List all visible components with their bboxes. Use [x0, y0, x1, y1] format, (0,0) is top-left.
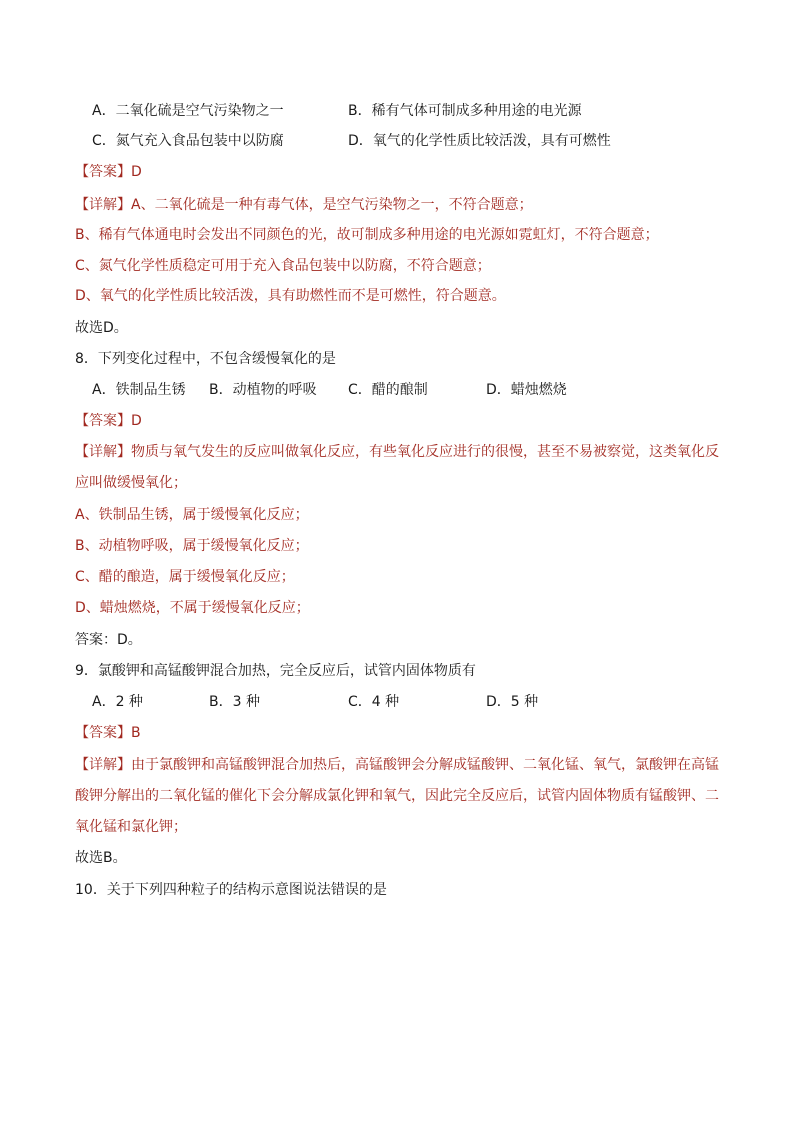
detail-line: 酸钾分解出的二氧化锰的催化下会分解成氯化钾和氧气，因此完全反应后，试管内固体物质有锰酸钾、二	[75, 788, 719, 804]
detail-line: 应叫做缓慢氧化；	[75, 475, 187, 491]
detail-line: D、氧气的化学性质比较活泼，具有助燃性而不是可燃性，符合题意。	[75, 288, 506, 304]
detail-tag: 【详解】	[75, 757, 131, 773]
q9-stem: 9．氯酸钾和高锰酸钾混合加热，完全反应后，试管内固体物质有	[75, 663, 476, 679]
detail-line: B、稀有气体通电时会发出不同颜色的光，故可制成多种用途的电光源如霓虹灯，不符合题意；	[75, 227, 659, 243]
detail-line: D、蜡烛燃烧，不属于缓慢氧化反应；	[75, 600, 310, 616]
q9-option-b: B．3 种	[209, 694, 260, 710]
q8-answer	[75, 411, 142, 431]
detail-tag: 【详解】	[75, 444, 131, 460]
q9-option-c: C．4 种	[348, 694, 400, 710]
q7-conclusion: 故选D。	[75, 320, 128, 336]
detail-line: A、铁制品生锈，属于缓慢氧化反应；	[75, 507, 309, 523]
q8-detail	[75, 442, 719, 462]
answer-tag: 【答案】	[75, 413, 131, 429]
q7-option-d: D．氧气的化学性质比较活泼，具有可燃性	[348, 133, 611, 149]
q8-stem: 8．下列变化过程中，不包含缓慢氧化的是	[75, 351, 336, 367]
q8-option-c: C．醋的酿制	[348, 382, 428, 398]
answer-value: B	[131, 725, 141, 741]
detail-line: 由于氯酸钾和高锰酸钾混合加热后，高锰酸钾会分解成锰酸钾、二氧化锰、氧气，氯酸钾在高锰	[131, 757, 719, 773]
q7-option-c: C．氮气充入食品包装中以防腐	[92, 133, 284, 149]
q9-conclusion: 故选B。	[75, 850, 127, 866]
q7-option-b: B．稀有气体可制成多种用途的电光源	[348, 103, 582, 119]
detail-tag: 【详解】	[75, 197, 131, 213]
answer-tag: 【答案】	[75, 164, 131, 180]
q7-option-a: A．二氧化硫是空气污染物之一	[92, 103, 284, 119]
q9-answer	[75, 723, 141, 743]
detail-line: B、动植物呼吸，属于缓慢氧化反应；	[75, 538, 309, 554]
q10-stem: 10．关于下列四种粒子的结构示意图说法错误的是	[75, 882, 387, 898]
q8-option-d: D．蜡烛燃烧	[486, 382, 567, 398]
q8-conclusion: 答案：D。	[75, 632, 142, 648]
detail-line: A、二氧化硫是一种有毒气体，是空气污染物之一，不符合题意；	[131, 197, 533, 213]
answer-value: D	[131, 164, 142, 180]
detail-line: 物质与氧气发生的反应叫做氧化反应，有些氧化反应进行的很慢，甚至不易被察觉，这类氧化反	[131, 444, 719, 460]
q7-detail	[75, 195, 533, 215]
detail-line: C、氮气化学性质稳定可用于充入食品包装中以防腐，不符合题意；	[75, 258, 491, 274]
answer-value: D	[131, 413, 142, 429]
q9-option-a: A．2 种	[92, 694, 143, 710]
q9-detail	[75, 755, 719, 775]
q7-answer	[75, 162, 142, 182]
answer-tag: 【答案】	[75, 725, 131, 741]
q8-option-a: A．铁制品生锈	[92, 382, 186, 398]
detail-line: C、醋的酿造，属于缓慢氧化反应；	[75, 569, 295, 585]
detail-line: 氧化锰和氯化钾；	[75, 819, 187, 835]
q9-option-d: D．5 种	[486, 694, 539, 710]
q8-option-b: B．动植物的呼吸	[209, 382, 317, 398]
